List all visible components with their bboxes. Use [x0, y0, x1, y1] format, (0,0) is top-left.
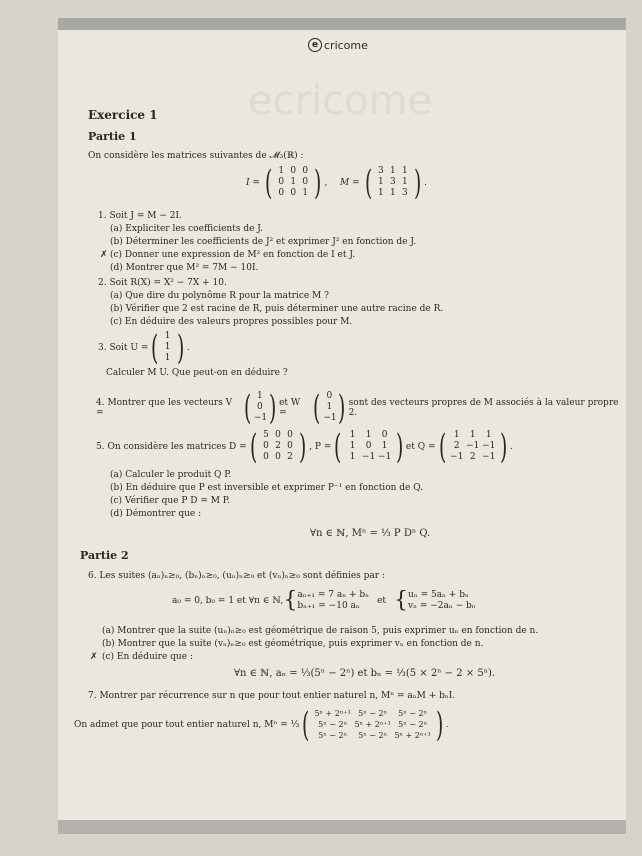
bottom-band — [58, 820, 626, 834]
partie2-title: Partie 2 — [80, 549, 129, 562]
question-1: 1. Soit J = M − 2I. — [98, 211, 182, 221]
question-2c: (c) En déduire des valeurs propres possibles pour M. — [110, 317, 353, 327]
question-5b: (b) En déduire que P est inversible et exprimer P⁻¹ en fonction de Q. — [110, 483, 424, 493]
question-5-formula: ∀n ∈ ℕ, Mⁿ = ⅓ P Dⁿ Q. — [310, 528, 431, 539]
top-band — [58, 18, 626, 30]
question-3b: Calculer M U. Que peut-on en déduire ? — [106, 368, 288, 378]
logo-text: cricome — [324, 38, 368, 52]
question-6c: (c) En déduire que : — [102, 652, 193, 662]
vector-U: 1 1 1 — [164, 331, 171, 363]
handwritten-cross-icon: ✗ — [90, 652, 98, 662]
question-6b: (b) Montrer que la suite (vₙ)ₙ≥₀ est géométrique, puis exprimer vₙ en fonction de n. — [102, 639, 484, 649]
partie1-intro: On considère les matrices suivantes de 𝓜₃(ℝ) : — [88, 151, 304, 161]
document-page — [58, 18, 626, 834]
matrix-P: 1 1 0 1 0 1 1 −1 −1 — [349, 430, 392, 462]
question-5d: (d) Démontrer que : — [110, 509, 202, 519]
ecricome-logo — [308, 38, 368, 52]
question-1d: (d) Montrer que M² = 7M − 10I. — [110, 263, 259, 273]
question-5c: (c) Vérifier que P D = M P. — [110, 496, 230, 506]
question-1c: (c) Donner une expression de M² en fonction de I et J. — [110, 250, 356, 260]
question-3: 3. Soit U = ( 1 1 1 ) . — [98, 327, 190, 368]
system-uv: uₙ = 5aₙ + bₙ vₙ = −2aₙ − bₙ — [408, 590, 476, 611]
vector-W: 0 1 −1 — [323, 391, 337, 423]
matrix-M-grid: 3 1 1 1 3 1 1 1 3 — [378, 166, 408, 198]
logo-e-icon: e — [308, 38, 322, 52]
question-4: 4. Montrer que les vecteurs V = ( 1 0 −1 ) et W = ( 0 1 −1 ) sont des vecteurs propres de M associés à la valeur propre 2. — [96, 387, 619, 428]
question-6a: (a) Montrer que la suite (uₙ)ₙ≥₀ est géométrique de raison 5, puis exprimer uₙ en fonction de n. — [102, 626, 539, 636]
matrix-I-grid: 1 0 0 0 1 0 0 0 1 — [278, 166, 309, 198]
matrix-M: M = ( 3 1 1 1 3 1 1 1 3 ) . — [340, 162, 428, 203]
vector-V: 1 0 −1 — [253, 391, 268, 423]
matrix-Q: 1 1 1 2 −1 −1 −1 2 −1 — [450, 430, 496, 462]
handwritten-check-icon: ✗ — [100, 250, 108, 260]
question-6-system: a₀ = 0, b₀ = 1 et ∀n ∈ ℕ, { aₙ₊₁ = 7 aₙ + bₙ bₙ₊₁ = −10 aₙ et { uₙ = 5aₙ + bₙ vₙ = −2aₙ − bₙ — [172, 588, 476, 613]
question-2b: (b) Vérifier que 2 est racine de R, puis déterminer une autre racine de R. — [110, 304, 444, 314]
question-1a: (a) Expliciter les coefficients de J. — [110, 224, 264, 234]
question-6: 6. Les suites (aₙ)ₙ≥₀, (bₙ)ₙ≥₀, (uₙ)ₙ≥₀ et (vₙ)ₙ≥₀ sont définies par : — [88, 571, 385, 581]
question-6-formula: ∀n ∈ ℕ, aₙ = ⅓(5ⁿ − 2ⁿ) et bₙ = ⅓(5 × 2ⁿ − 2 × 5ⁿ). — [234, 668, 496, 679]
question-7: 7. Montrer par récurrence sur n que pour tout entier naturel n, Mⁿ = aₙM + bₙI. — [88, 691, 456, 701]
matrix-I: I = ( 1 0 0 0 1 0 0 0 1 ) , — [246, 162, 328, 203]
question-2: 2. Soit R(X) = X² − 7X + 10. — [98, 278, 227, 288]
watermark-text: ecricome — [248, 78, 433, 124]
question-1b: (b) Déterminer les coefficients de J² et exprimer J² en fonction de J. — [110, 237, 417, 247]
matrix-D: 5 0 0 0 2 0 0 0 2 — [263, 430, 293, 462]
exercise-title: Exercice 1 — [88, 108, 158, 122]
question-5: 5. On considère les matrices D = ( 5 0 0 0 2 0 0 0 2 ) , P = ( 1 1 0 1 0 1 1 −1 −1 ) et Q = ( 1 1 1 2 −1 −1 −1 2 −1 ) . — [96, 426, 513, 467]
matrix-Mn-grid: 5ⁿ + 2ⁿ⁺¹ 5ⁿ − 2ⁿ 5ⁿ − 2ⁿ 5ⁿ − 2ⁿ 5ⁿ + 2ⁿ⁺¹ 5ⁿ − 2ⁿ 5ⁿ − 2ⁿ 5ⁿ − 2ⁿ 5ⁿ + 2ⁿ⁺¹ — [314, 709, 431, 740]
matrix-Mn: On admet que pour tout entier naturel n, Mⁿ = ⅓ ( 5ⁿ + 2ⁿ⁺¹ 5ⁿ − 2ⁿ 5ⁿ − 2ⁿ 5ⁿ − 2ⁿ 5ⁿ + 2ⁿ⁺¹ 5ⁿ − 2ⁿ 5ⁿ − 2ⁿ 5ⁿ − 2ⁿ 5ⁿ + 2ⁿ⁺¹ ) . — [74, 704, 449, 745]
question-2a: (a) Que dire du polynôme R pour la matrice M ? — [110, 291, 329, 301]
system-ab: aₙ₊₁ = 7 aₙ + bₙ bₙ₊₁ = −10 aₙ — [297, 590, 370, 611]
partie1-title: Partie 1 — [88, 130, 137, 143]
question-5a: (a) Calculer le produit Q P. — [110, 470, 232, 480]
